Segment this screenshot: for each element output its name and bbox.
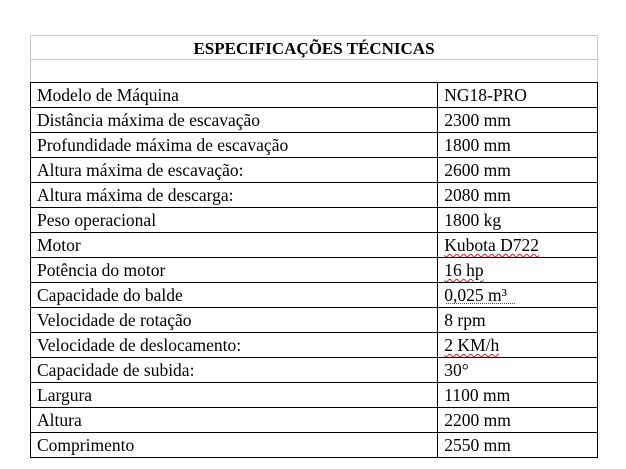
- table-title: ESPECIFICAÇÕES TÉCNICAS: [30, 35, 598, 60]
- spec-label: Velocidade de deslocamento:: [31, 333, 438, 358]
- spec-table: [30, 35, 598, 458]
- spec-label: Largura: [31, 383, 438, 408]
- table-row: [31, 358, 598, 383]
- table-row: [31, 383, 598, 408]
- table-row: [31, 408, 598, 433]
- spec-value: 2550 mm: [438, 433, 598, 458]
- table-row: [31, 108, 598, 133]
- spec-label: Capacidade do balde: [31, 283, 438, 308]
- spec-value: 1800 mm: [438, 133, 598, 158]
- spec-label: Comprimento: [31, 433, 438, 458]
- spec-value: 1800 kg: [438, 208, 598, 233]
- spec-value: 2600 mm: [438, 158, 598, 183]
- table-row: [31, 258, 598, 283]
- spec-label: Altura máxima de descarga:: [31, 183, 438, 208]
- spellcheck-value: 2 KM/h: [444, 335, 500, 355]
- spec-label: Altura máxima de escavação:: [31, 158, 438, 183]
- spec-label: Altura: [31, 408, 438, 433]
- spec-value: 2080 mm: [438, 183, 598, 208]
- table-row: [31, 333, 598, 358]
- spec-value: 2200 mm: [438, 408, 598, 433]
- table-row: [31, 83, 598, 108]
- spec-label: Distância máxima de escavação: [31, 108, 438, 133]
- spec-label: Velocidade de rotação: [31, 308, 438, 333]
- spec-label: Motor: [31, 233, 438, 258]
- spec-value: [438, 258, 598, 283]
- spec-value: 1100 mm: [438, 383, 598, 408]
- spellcheck-value: Kubota D722: [444, 235, 540, 255]
- table-row: [31, 233, 598, 258]
- grammar-check-value: 0,025 m³: [444, 285, 507, 305]
- spec-value: 8 rpm: [438, 308, 598, 333]
- spec-label: Capacidade de subida:: [31, 358, 438, 383]
- table-row: [31, 133, 598, 158]
- spec-value: NG18-PRO: [438, 83, 598, 108]
- empty-row: [30, 60, 598, 82]
- spec-value: [438, 233, 598, 258]
- spec-label: Modelo de Máquina: [31, 83, 438, 108]
- table-row: [31, 183, 598, 208]
- spec-value: [438, 283, 598, 308]
- spec-label: Peso operacional: [31, 208, 438, 233]
- spellcheck-value: 16 hp: [444, 260, 484, 280]
- table-row: [31, 158, 598, 183]
- spec-value: 2300 mm: [438, 108, 598, 133]
- table-row: [31, 308, 598, 333]
- table-row: [31, 433, 598, 458]
- spec-value: [438, 333, 598, 358]
- spec-value: 30°: [438, 358, 598, 383]
- table-row: [31, 208, 598, 233]
- spec-label: Profundidade máxima de escavação: [31, 133, 438, 158]
- spec-label: Potência do motor: [31, 258, 438, 283]
- table-row: [31, 283, 598, 308]
- spec-grid: [30, 82, 598, 458]
